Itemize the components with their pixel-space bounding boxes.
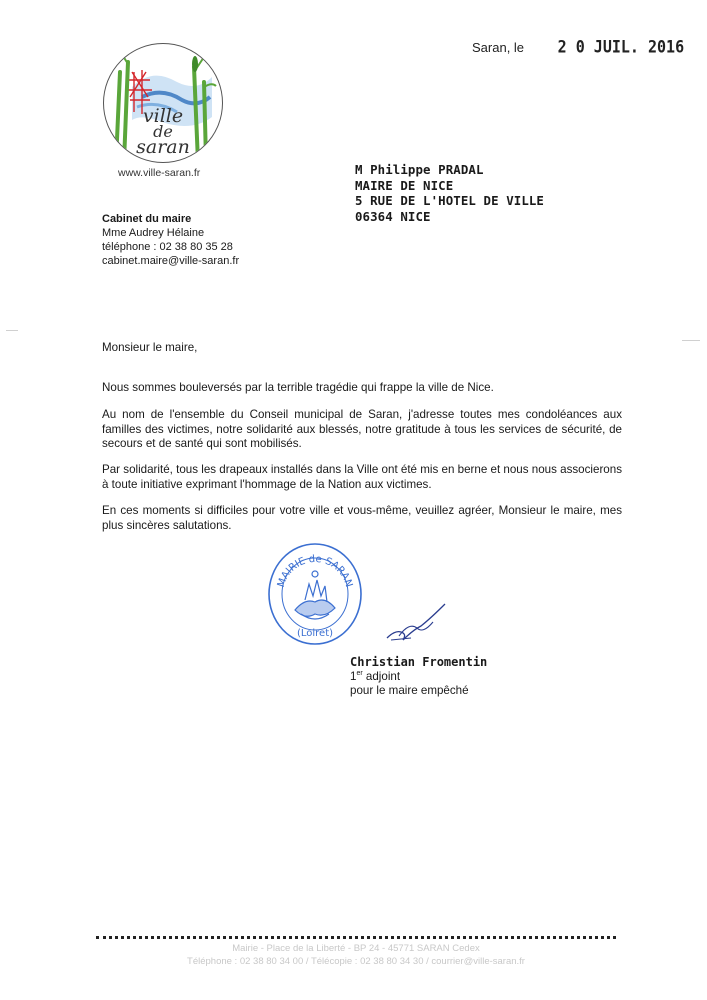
seal-top-text: MAIRIE de SARAN	[275, 553, 355, 589]
mairie-seal	[265, 540, 365, 648]
role-superscript: er	[356, 669, 363, 677]
logo-wordmark-2: de	[153, 122, 173, 141]
date-line	[472, 38, 684, 56]
saran-logo	[102, 42, 224, 164]
cabinet-block	[102, 212, 239, 268]
footer-line-2: Téléphone : 02 38 80 34 00 / Télécopie : 02 38 80 34 30 / courrier@ville-saran.fr	[187, 956, 525, 967]
seal-bottom-text: (Loiret)	[296, 628, 334, 639]
signatory-note: pour le maire empêché	[350, 684, 469, 698]
role-number: 1	[350, 669, 357, 683]
handwritten-signature	[383, 600, 453, 645]
salutation: Monsieur le maire,	[102, 341, 198, 354]
recipient-line-4: 06364 NICE	[355, 208, 431, 224]
footer-line-1: Mairie - Place de la Liberté - BP 24 - 45771 SARAN Cedex	[232, 943, 480, 954]
recipient-line-3: 5 RUE DE L'HOTEL DE VILLE	[355, 193, 544, 208]
recipient-line-1: M Philippe PRADAL	[355, 162, 484, 177]
role-text: adjoint	[362, 669, 401, 683]
signatory-block	[350, 655, 487, 699]
recipient-address	[355, 162, 544, 224]
logo-wordmark-1: ville	[142, 105, 184, 127]
website: www.ville-saran.fr	[118, 167, 201, 179]
recipient-line-2: MAIRE DE NICE	[355, 177, 454, 193]
paragraph-1: Nous sommes bouleversés par la terrible tragédie qui frappe la ville de Nice.	[102, 381, 494, 394]
paragraph-3: Par solidarité, tous les drapeaux installés dans la Ville ont été mis en berne et nous nous associerons à toute initiative exprimant l'hommage de la Nation aux victimes.	[102, 463, 622, 491]
cabinet-email: cabinet.maire@ville-saran.fr	[102, 255, 240, 267]
margin-mark-right	[682, 340, 700, 341]
date-stamp: 2 0 JUIL. 2016	[557, 37, 685, 57]
paragraph-4: En ces moments si difficiles pour votre ville et vous-même, veuillez agréer, Monsieur le maire, mes plus sincères salutations.	[102, 504, 622, 532]
date-place: Saran, le	[472, 40, 525, 55]
cabinet-phone: téléphone : 02 38 80 35 28	[102, 241, 233, 253]
footer	[96, 942, 616, 968]
signatory-role	[350, 670, 487, 685]
footer-divider	[96, 936, 616, 939]
paragraph-2: Au nom de l'ensemble du Conseil municipal de Saran, j'adresse toutes mes condoléances aux familles des victimes, notre solidarité aux blessés, notre gratitude à tous les services de sécurité, de secours et de santé qui sont mobilisés.	[102, 408, 622, 451]
cabinet-title: Cabinet du maire	[102, 213, 192, 225]
logo-wordmark-3: saran	[136, 136, 190, 158]
signatory-name: Christian Fromentin	[350, 655, 488, 669]
cabinet-name: Mme Audrey Hélaine	[102, 227, 205, 239]
margin-mark-left	[6, 330, 18, 331]
